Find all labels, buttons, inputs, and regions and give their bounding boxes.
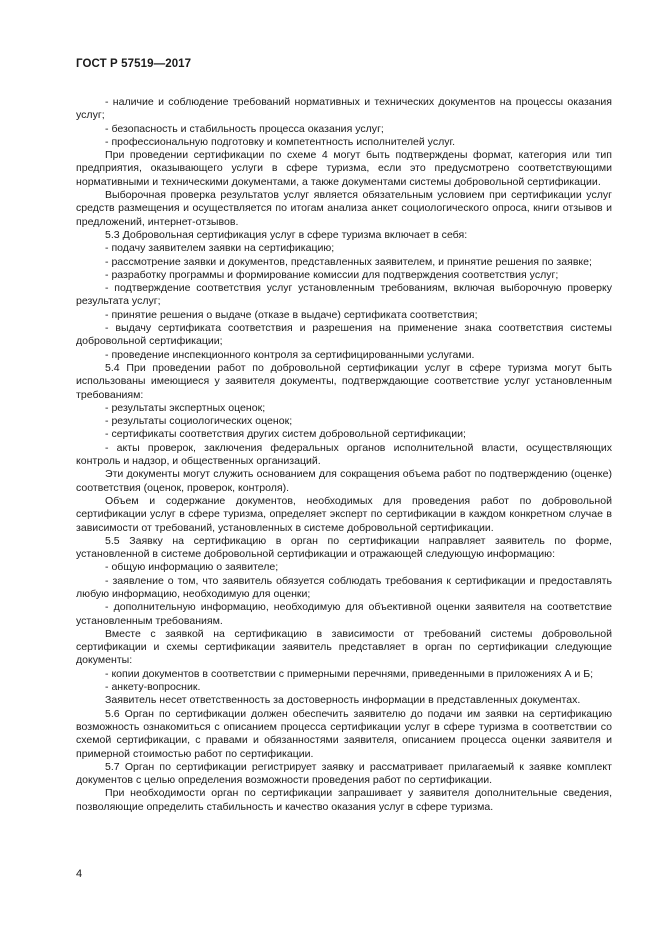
paragraph: При необходимости орган по сертификации запрашивает у заявителя дополнительные сведения, позволяющие определить стабильность и качество оказания услуг в сфере туризма. <box>76 787 612 813</box>
paragraph: - безопасность и стабильность процесса оказания услуг; <box>105 122 384 135</box>
paragraph: - копии документов в соответствии с примерными перечнями, приведенными в приложениях А и Б; <box>105 667 594 680</box>
paragraph: - подачу заявителем заявки на сертификацию; <box>105 242 335 255</box>
paragraph: 5.6 Орган по сертификации должен обеспечить заявителю до подачи им заявки на сертификацию возможность ознакомиться с описанием процесса сертификации услуг в сфере туризма в соответствии со схемой сертификации, с правами и обязанностями заявителя, описанием процесса оценки заявителя и примерной стоимостью работ по сертификации. <box>76 707 612 760</box>
paragraph: При проведении сертификации по схеме 4 могут быть подтверждены формат, категория или тип предприятия, оказывающего услуги в сфере туризма, если это предусмотрено соответствующими нормативными и техническими документами, а также документами системы добровольной сертификации. <box>76 149 612 188</box>
paragraph: - проведение инспекционного контроля за сертифицированными услугами. <box>105 348 475 361</box>
paragraph: Объем и содержание документов, необходимых для проведения работ по добровольной сертификации услуг в сфере туризма, определяет эксперт по сертификации в каждом конкретном случае в зависимости от требований, установленных в системе добровольной сертификации. <box>76 494 612 534</box>
document-body <box>76 96 612 814</box>
paragraph: 5.4 При проведении работ по добровольной сертификации услуг в сфере туризма могут быть использованы имеющиеся у заявителя документы, подтверждающие соответствие услуг установленным требованиям: <box>76 361 612 401</box>
paragraph: - подтверждение соответствия услуг установленным требованиям, включая выборочную проверку результата услуг; <box>76 282 612 308</box>
paragraph: - сертификаты соответствия других систем добровольной сертификации; <box>105 428 466 441</box>
paragraph: - наличие и соблюдение требований нормативных и технических документов на процессы оказания услуг; <box>76 96 612 122</box>
paragraph: - принятие решения о выдаче (отказе в выдаче) сертификата соответствия; <box>105 308 478 321</box>
paragraph: - результаты социологических оценок; <box>105 415 293 428</box>
paragraph: Выборочная проверка результатов услуг является обязательным условием при сертификации услуг средств размещения и осуществляется по итогам анализа анкет социологического опроса, книги отзывов и предложений, интернет-отзывов. <box>76 189 612 228</box>
paragraph: Вместе с заявкой на сертификацию в зависимости от требований системы добровольной сертификации и схемы сертификации заявитель представляет в орган по сертификации следующие документы: <box>76 627 612 667</box>
paragraph: Эти документы могут служить основанием для сокращения объема работ по подтверждению (оценке) соответствия (оценок, проверок, контроля). <box>76 468 612 494</box>
paragraph: 5.3 Добровольная сертификация услуг в сфере туризма включает в себя: <box>105 228 468 241</box>
paragraph: - разработку программы и формирование комиссии для подтверждения соответствия услуг; <box>105 268 559 281</box>
paragraph: - выдачу сертификата соответствия и разрешения на применение знака соответствия системы добровольной сертификации; <box>76 322 612 348</box>
paragraph: - акты проверок, заключения федеральных органов исполнительной власти, осуществляющих контроль и надзор, и общественных организаций. <box>76 441 612 468</box>
paragraph: - результаты экспертных оценок; <box>105 401 266 414</box>
paragraph: 5.5 Заявку на сертификацию в орган по сертификации направляет заявитель по форме, установленной в системе добровольной сертификации и отражающей следующую информацию: <box>76 534 612 561</box>
paragraph: 5.7 Орган по сертификации регистрирует заявку и рассматривает прилагаемый к заявке комплект документов с целью определения возможности проведения работ по сертификации. <box>76 760 612 787</box>
paragraph: Заявитель несет ответственность за достоверность информации в представленных документах. <box>105 694 581 707</box>
paragraph: - профессиональную подготовку и компетентность исполнителей услуг. <box>105 135 456 148</box>
paragraph: - дополнительную информацию, необходимую для объективной оценки заявителя на соответствие установленным требованиям. <box>76 601 612 627</box>
paragraph: - анкету-вопросник. <box>105 681 201 694</box>
paragraph: - рассмотрение заявки и документов, представленных заявителем, и принятие решения по заявке; <box>105 255 592 268</box>
paragraph: - заявление о том, что заявитель обязуется соблюдать требования к сертификации и предоставлять любую информацию, необходимую для оценки; <box>76 574 612 600</box>
paragraph: - общую информацию о заявителе; <box>105 561 279 574</box>
document-header: ГОСТ Р 57519—2017 <box>76 58 192 70</box>
page-number: 4 <box>76 868 83 880</box>
